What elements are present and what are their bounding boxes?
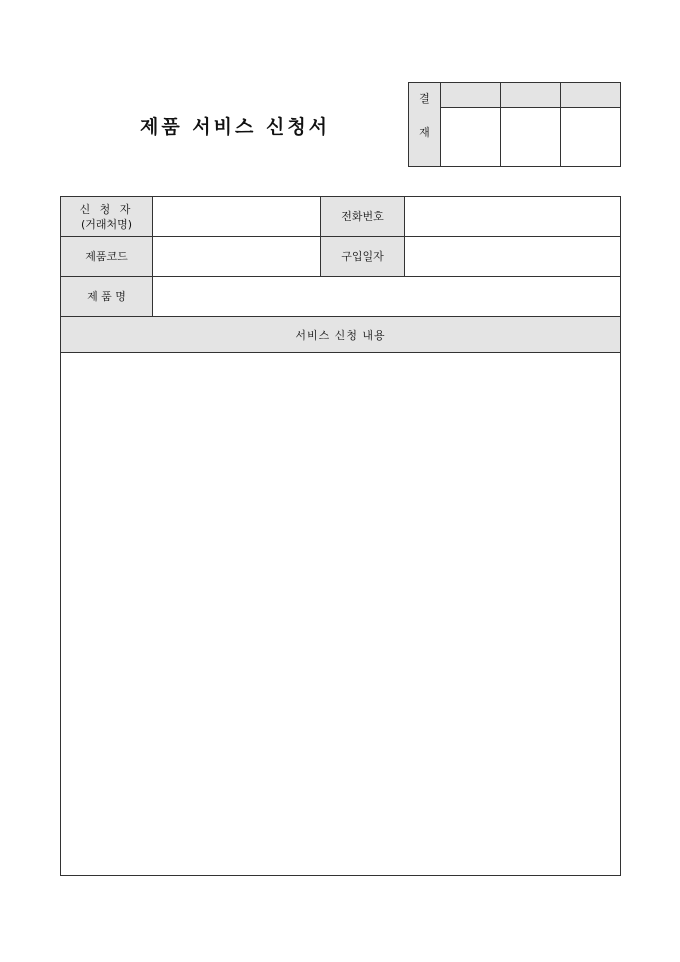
approval-sign-cell-1[interactable]	[441, 108, 501, 167]
approval-label-top: 결	[419, 92, 430, 105]
applicant-label-text: 신 청 자	[79, 202, 134, 216]
applicant-field[interactable]	[153, 197, 321, 237]
purchase-date-label: 구입일자	[321, 237, 405, 277]
service-request-form	[60, 196, 621, 876]
approval-sign-cell-2[interactable]	[501, 108, 561, 167]
product-code-field[interactable]	[153, 237, 321, 277]
approval-role-cell-1	[441, 83, 501, 108]
approval-label-bottom: 재	[419, 126, 430, 139]
phone-label: 전화번호	[321, 197, 405, 237]
product-code-label: 제품코드	[61, 237, 153, 277]
product-name-label: 제 품 명	[61, 277, 153, 317]
product-name-field[interactable]	[153, 277, 621, 317]
document-title: 제품 서비스 신청서	[139, 116, 331, 138]
applicant-sublabel-text: (거래처명)	[80, 217, 133, 231]
approval-sign-cell-3[interactable]	[561, 108, 621, 167]
service-details-header: 서비스 신청 내용	[61, 317, 621, 353]
applicant-label	[61, 197, 153, 237]
approval-label-cell	[409, 83, 441, 167]
service-details-field[interactable]	[61, 353, 621, 876]
phone-field[interactable]	[405, 197, 621, 237]
approval-box	[408, 82, 621, 167]
approval-role-cell-3	[561, 83, 621, 108]
approval-role-cell-2	[501, 83, 561, 108]
purchase-date-field[interactable]	[405, 237, 621, 277]
